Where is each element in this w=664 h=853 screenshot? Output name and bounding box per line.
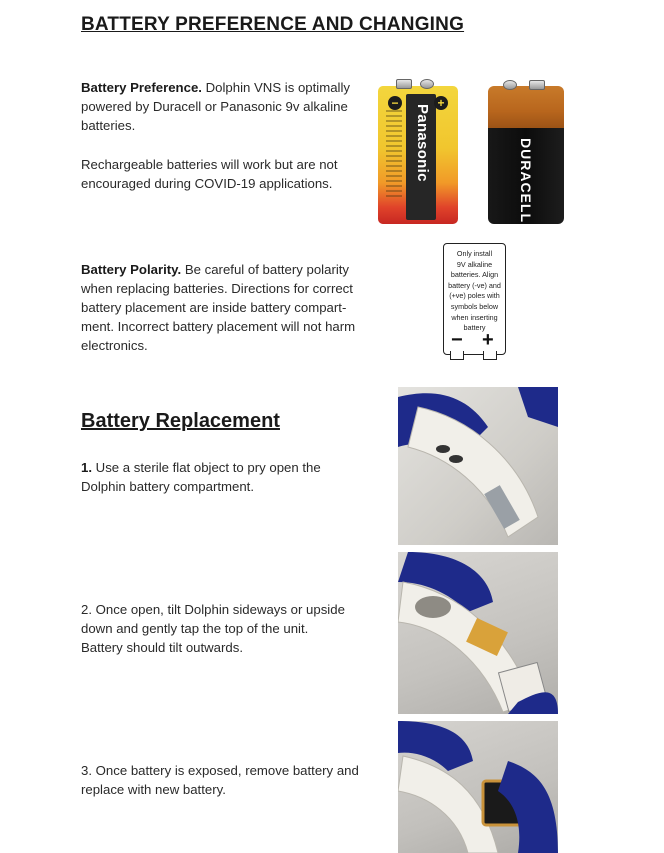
negative-terminal-tab bbox=[450, 351, 464, 360]
polarity-line: symbols below bbox=[450, 301, 499, 311]
polarity-instructions bbox=[446, 249, 503, 334]
polarity-line: Only install bbox=[456, 249, 493, 258]
rechargeable-note: Rechargeable batteries will work but are not encouraged during COVID-19 applications. bbox=[81, 157, 338, 191]
battery-terminal-icon bbox=[396, 79, 412, 89]
positive-terminal-tab bbox=[483, 351, 497, 360]
preference-text: Dolphin VNS is optimally powered by Duracell or Panasonic 9v alkaline batteries. bbox=[81, 80, 351, 133]
minus-terminal-icon: − bbox=[388, 96, 402, 110]
battery-terminal-icon bbox=[503, 80, 517, 90]
step-3-text: 3. Once battery is exposed, remove battery and replace with new battery. bbox=[81, 763, 359, 797]
polarity-line: battery (-ve) and bbox=[448, 280, 501, 290]
replace-battery-illustration bbox=[398, 721, 558, 853]
step-1-number: 1. bbox=[81, 460, 92, 475]
step-2-text: 2. Once open, tilt Dolphin sideways or upside down and gently tap the top of the unit. Battery should tilt outwards. bbox=[81, 602, 345, 655]
polarity-line: 9V alkaline bbox=[456, 259, 493, 269]
tilt-battery-illustration bbox=[398, 552, 558, 714]
polarity-line: when inserting bbox=[451, 312, 498, 322]
polarity-line: battery bbox=[463, 323, 486, 333]
step-3-photo bbox=[398, 721, 558, 853]
pry-open-illustration bbox=[398, 387, 558, 545]
polarity-diagram bbox=[443, 243, 506, 355]
plus-terminal-icon: + bbox=[434, 96, 448, 110]
plus-sign-icon: + bbox=[482, 329, 494, 351]
page-title: BATTERY PREFERENCE AND CHANGING bbox=[81, 14, 465, 35]
step-1-photo bbox=[398, 387, 558, 545]
polarity-line: (+ve) poles with bbox=[449, 291, 500, 301]
step-2-photo bbox=[398, 552, 558, 714]
polarity-text: Be careful of battery polarity when replacing batteries. Directions for correct battery placement are inside battery compart-ment. Incorrect battery placement will not harm electronics. bbox=[81, 262, 356, 353]
battery-fine-print bbox=[386, 110, 402, 200]
preference-label: Battery Preference. bbox=[81, 80, 202, 95]
battery-copper-top bbox=[488, 86, 564, 128]
step-1-text bbox=[81, 458, 341, 496]
step-1-description: Use a sterile flat object to pry open the Dolphin battery compartment. bbox=[81, 460, 321, 494]
battery-terminal-icon bbox=[420, 79, 434, 89]
polarity-line: batteries. Align bbox=[450, 270, 499, 280]
preference-paragraph bbox=[81, 78, 366, 135]
battery-terminal-icon bbox=[529, 80, 545, 90]
duracell-brand-text: DURACELL bbox=[518, 138, 534, 223]
duracell-battery-image bbox=[488, 86, 564, 224]
polarity-paragraph bbox=[81, 260, 363, 355]
polarity-label: Battery Polarity. bbox=[81, 262, 182, 277]
replacement-heading: Battery Replacement bbox=[81, 410, 280, 432]
minus-sign-icon: − bbox=[451, 329, 463, 351]
panasonic-brand-text: Panasonic bbox=[414, 104, 431, 182]
panasonic-battery-image bbox=[378, 86, 458, 224]
